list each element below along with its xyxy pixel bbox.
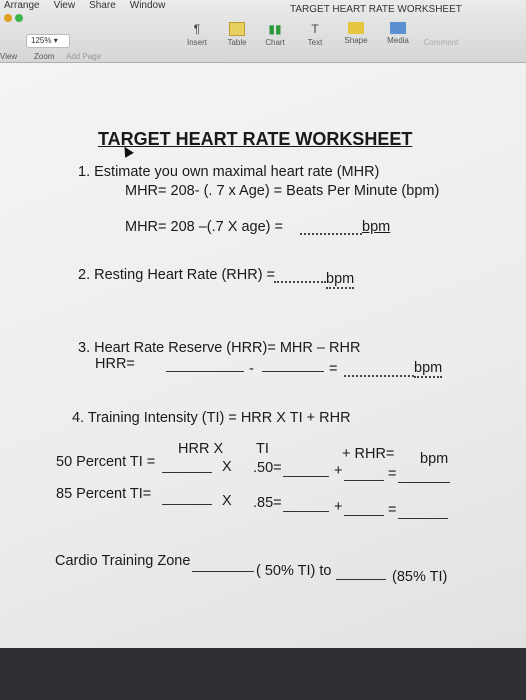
q2-text: 2. Resting Heart Rate (RHR) =: [78, 267, 276, 283]
menu-share[interactable]: Share: [89, 0, 116, 11]
cardio-end: (85% TI): [392, 569, 448, 585]
table-icon: [229, 22, 245, 36]
col-head-rhr: + RHR=: [342, 446, 395, 462]
row50-hrr-blank[interactable]: [162, 472, 212, 473]
cardio-high-blank[interactable]: [336, 579, 386, 580]
document-page[interactable]: [0, 63, 526, 648]
mhr-input-blank[interactable]: [300, 233, 362, 235]
cardio-label: Cardio Training Zone: [55, 553, 191, 569]
row85-ti-blank[interactable]: [283, 511, 329, 512]
menu-window[interactable]: Window: [129, 0, 166, 11]
media-button[interactable]: Media: [375, 22, 421, 45]
q1-line1: 1. Estimate you own maximal heart rate (MHR): [78, 164, 380, 180]
row50-label: 50 Percent TI =: [56, 454, 156, 470]
row85-result-blank[interactable]: [398, 518, 448, 519]
zoom-select[interactable]: 125% ▾: [26, 34, 70, 48]
media-icon: [390, 22, 406, 34]
hrr-rhr-blank[interactable]: [262, 371, 324, 372]
col-head-ti: TI: [256, 441, 269, 457]
col-head-bpm: bpm: [420, 451, 449, 467]
menu-bar: [0, 0, 165, 12]
row85-equals: =: [388, 502, 397, 518]
q4-title: 4. Training Intensity (TI) = HRR X TI + RHR: [72, 410, 351, 426]
row50-ti-blank[interactable]: [283, 476, 329, 477]
window-bottom-background: [0, 648, 526, 700]
row50-plus: +: [334, 463, 343, 479]
pilcrow-icon: ¶: [193, 22, 201, 36]
row50-pct: .50=: [253, 460, 282, 476]
hrr-mhr-blank[interactable]: [166, 371, 244, 372]
cardio-mid: ( 50% TI) to: [256, 563, 332, 579]
row85-pct: .85=: [253, 495, 282, 511]
q3-line1: 3. Heart Rate Reserve (HRR)= MHR – RHR: [78, 340, 361, 356]
zoom-window-icon[interactable]: [15, 14, 23, 22]
insert-button[interactable]: ¶ Insert: [186, 22, 207, 47]
row85-hrr-blank[interactable]: [162, 504, 212, 505]
comment-button[interactable]: Comment: [418, 22, 464, 47]
row50-equals: =: [388, 466, 397, 482]
window-title: TARGET HEART RATE WORKSHEET: [290, 4, 462, 15]
q2-unit: bpm: [326, 271, 355, 287]
row50-x: X: [222, 459, 232, 475]
text-icon: T: [311, 22, 319, 36]
row85-rhr-blank[interactable]: [344, 515, 384, 516]
q1-unit: bpm: [362, 219, 391, 235]
zoom-value: 125%: [31, 36, 52, 45]
worksheet-title: TARGET HEART RATE WORKSHEET: [98, 129, 413, 149]
chart-icon: ▮▮: [268, 22, 282, 36]
comment-icon: [432, 22, 450, 36]
zoom-label: Zoom: [34, 52, 55, 61]
cardio-low-blank[interactable]: [192, 571, 254, 572]
menu-arrange[interactable]: Arrange: [4, 0, 40, 11]
q1-line3: MHR= 208 –(.7 X age) =: [125, 219, 283, 235]
shape-icon: [348, 22, 364, 34]
hrr-result-blank[interactable]: [344, 375, 414, 377]
col-head-hrr: HRR X: [178, 441, 224, 457]
q3-equals: =: [329, 361, 338, 377]
menu-view[interactable]: View: [53, 0, 76, 11]
row85-x: X: [222, 493, 232, 509]
row85-label: 85 Percent TI=: [56, 486, 152, 502]
table-button[interactable]: Table: [214, 22, 260, 47]
shape-button[interactable]: Shape: [333, 22, 379, 45]
q3-unit: bpm: [414, 360, 443, 376]
rhr-input-blank[interactable]: [274, 281, 326, 283]
view-label[interactable]: View: [0, 52, 18, 61]
chart-button[interactable]: ▮▮ Chart: [265, 22, 285, 47]
text-button[interactable]: T Text: [307, 22, 323, 47]
add-page-label[interactable]: Add Page: [66, 52, 102, 61]
row50-rhr-blank[interactable]: [344, 480, 384, 481]
q1-line2: MHR= 208- (. 7 x Age) = Beats Per Minute (bpm): [125, 183, 440, 199]
row50-result-blank[interactable]: [398, 482, 450, 483]
app-toolbar: [0, 0, 526, 63]
q3-line2: HRR=: [95, 356, 135, 372]
q3-minus: -: [249, 361, 254, 377]
minimize-icon[interactable]: [4, 14, 12, 22]
row85-plus: +: [334, 499, 343, 515]
